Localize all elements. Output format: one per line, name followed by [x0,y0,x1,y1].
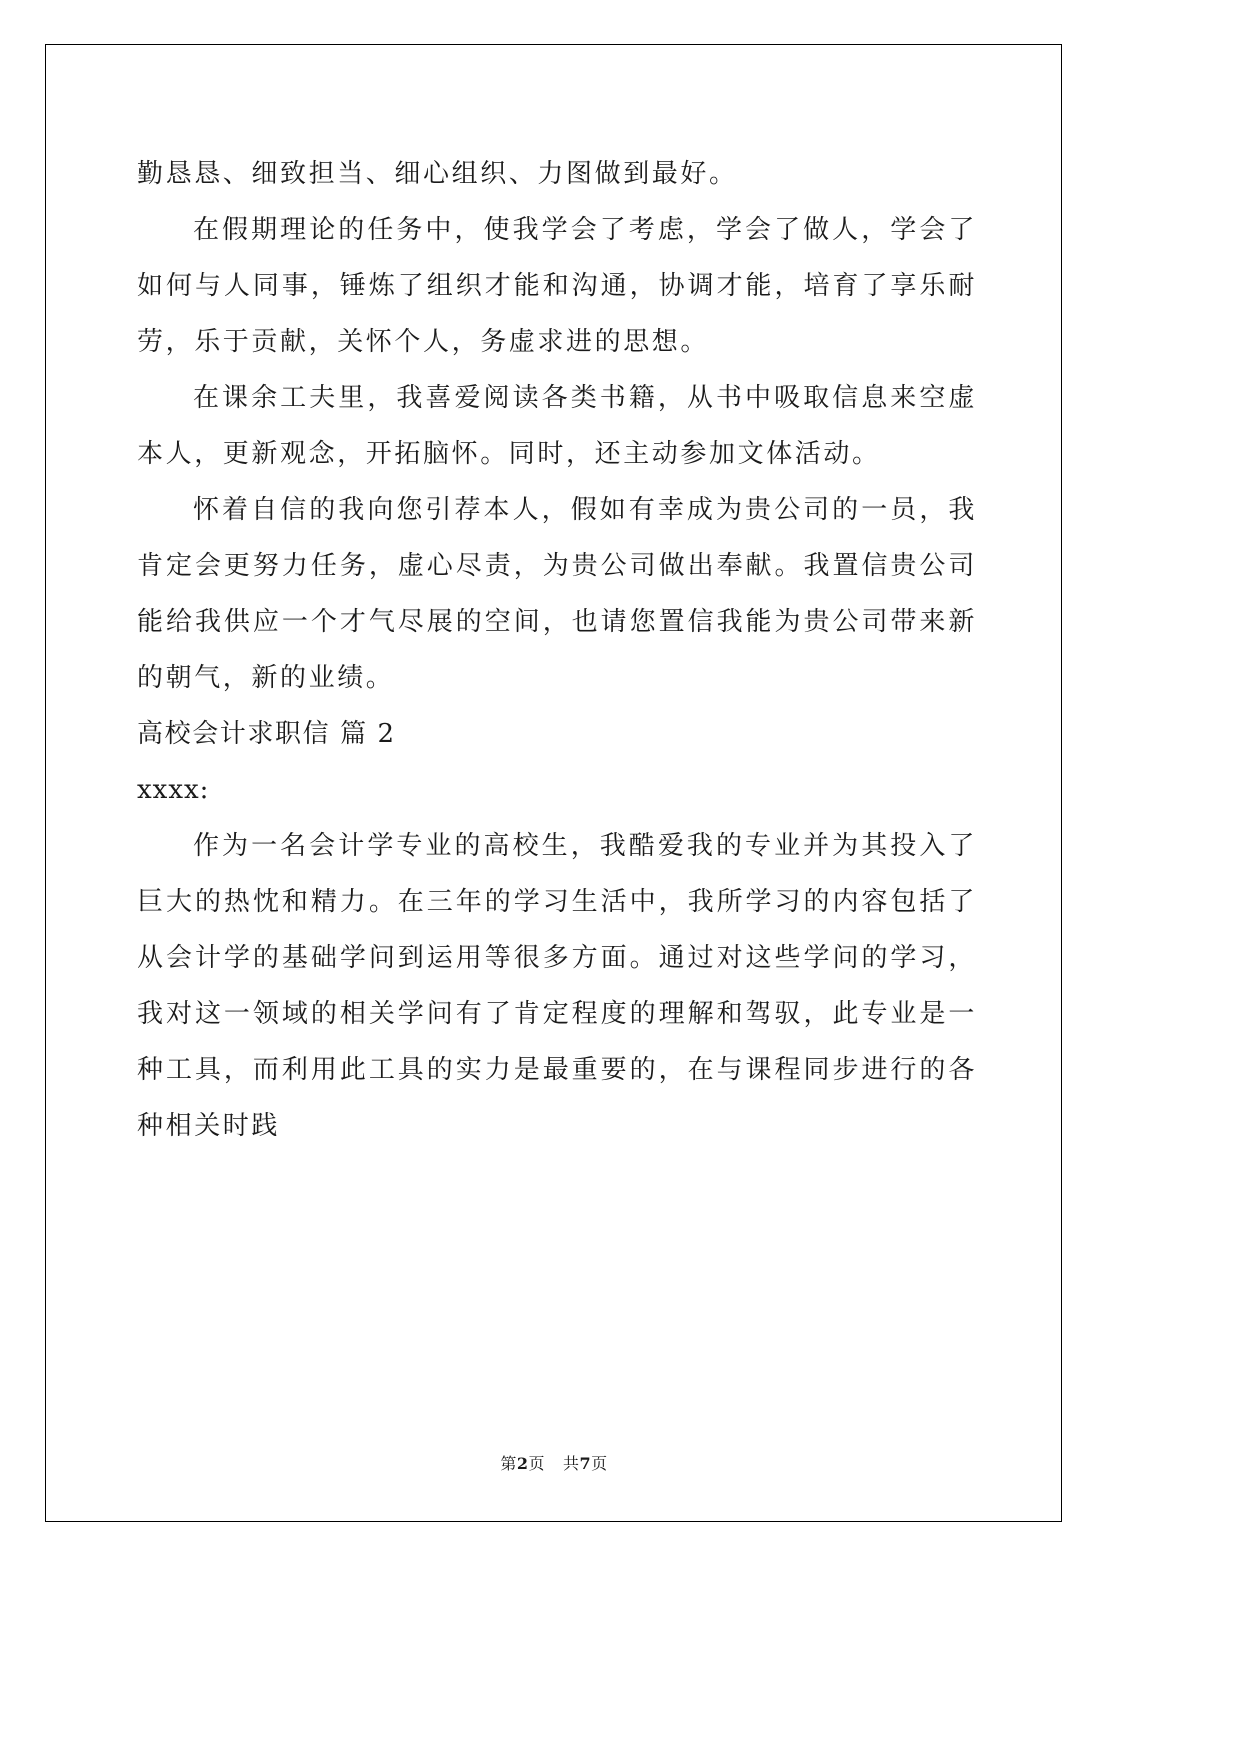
paragraph: 勤恳恳、细致担当、细心组织、力图做到最好。 [137,159,738,189]
page-number-current: 2 [516,1454,529,1473]
paragraph: 在假期理论的任务中，使我学会了考虑，学会了做人，学会了如何与人同事，锤炼了组织才能和沟通，协调才能，培育了享乐耐劳，乐于贡献，关怀个人，务虚求进的思想。 [137,215,977,357]
page-total-prefix: 共 [563,1454,580,1473]
page-number-prefix: 第 [500,1454,517,1473]
document-body [137,146,977,1154]
salutation: xxxx: [137,775,210,805]
page-total-suffix: 页 [591,1454,608,1473]
page-number-suffix: 页 [528,1454,545,1473]
page-footer [0,1452,1108,1476]
paragraph: 作为一名会计学专业的高校生，我酷爱我的专业并为其投入了巨大的热忱和精力。在三年的学习生活中，我所学习的内容包括了从会计学的基础学问到运用等很多方面。通过对这些学问的学习，我对这一领域的相关学问有了肯定程度的理解和驾驭，此专业是一种工具，而利用此工具的实力是最重要的，在与课程同步进行的各种相关时践 [137,831,977,1141]
paragraph: 在课余工夫里，我喜爱阅读各类书籍，从书中吸取信息来空虚本人，更新观念，开拓脑怀。同时，还主动参加文体活动。 [137,383,977,469]
section-heading: 高校会计求职信 篇 2 [137,719,396,749]
page-total-count: 7 [579,1454,592,1473]
paragraph: 怀着自信的我向您引荐本人，假如有幸成为贵公司的一员，我肯定会更努力任务，虚心尽责，为贵公司做出奉献。我置信贵公司能给我供应一个才气尽展的空间，也请您置信我能为贵公司带来新的朝气，新的业绩。 [137,495,977,693]
